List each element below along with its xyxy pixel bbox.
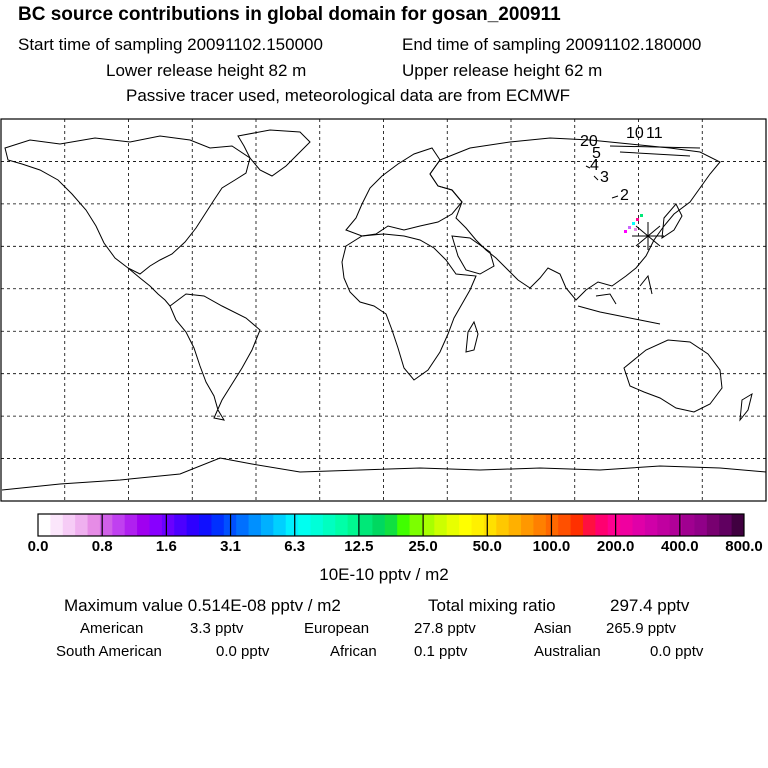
colorbar-cell (472, 514, 485, 536)
colorbar-tick-label: 100.0 (532, 538, 571, 555)
region-american-value: 3.3 pptv (190, 620, 244, 637)
colorbar-cell (310, 514, 323, 536)
colorbar-cell (63, 514, 76, 536)
colorbar-cell (397, 514, 410, 536)
colorbar-tick-label: 50.0 (472, 538, 502, 555)
trajectory-label-10: 10 (626, 125, 644, 142)
colorbar-cell (261, 514, 274, 536)
colorbar-cell (236, 514, 249, 536)
colorbar-cell (360, 514, 373, 536)
colorbar-tick-label: 3.1 (220, 538, 241, 555)
colorbar-tick-label: 6.3 (284, 538, 306, 555)
colorbar-cell (459, 514, 472, 536)
colorbar-cell (273, 514, 286, 536)
colorbar-cell (558, 514, 571, 536)
colorbar-cell (298, 514, 311, 536)
colorbar-cell (149, 514, 162, 536)
colorbar-tick-label: 400.0 (661, 538, 699, 555)
colorbar-cell (187, 514, 200, 536)
region-european-name: European (304, 620, 370, 637)
region-south-american-name: South American (56, 643, 162, 660)
colorbar-cell (694, 514, 707, 536)
colorbar-cell (620, 514, 633, 536)
colorbar-cell (571, 514, 584, 536)
colorbar-cell (38, 514, 51, 536)
map-title: BC source contributions in global domain for gosan_200911 (18, 4, 561, 25)
colorbar (0, 510, 768, 538)
region-asian-value: 265.9 pptv (606, 620, 677, 637)
colorbar-cell (372, 514, 385, 536)
colorbar-cell (583, 514, 596, 536)
start-time: Start time of sampling 20091102.150000 (18, 35, 323, 54)
colorbar-cell (422, 514, 435, 536)
colorbar-cell (199, 514, 212, 536)
total-mixing-label: Total mixing ratio (428, 596, 556, 615)
release-point-marker (632, 222, 664, 250)
colorbar-cell (174, 514, 187, 536)
trajectory-label-3: 3 (600, 169, 609, 186)
colorbar-cell (286, 514, 299, 536)
colorbar-cell (509, 514, 522, 536)
colorbar-cell (645, 514, 658, 536)
colorbar-cell (533, 514, 546, 536)
colorbar-cell (88, 514, 101, 536)
region-australian-value: 0.0 pptv (650, 643, 704, 660)
colorbar-cell (546, 514, 559, 536)
colorbar-cell (137, 514, 150, 536)
colorbar-cell (75, 514, 88, 536)
colorbar-cell (595, 514, 608, 536)
colorbar-tick-label: 800.0 (725, 538, 763, 555)
region-african-value: 0.1 pptv (414, 643, 468, 660)
trajectory-label-4: 4 (590, 157, 599, 174)
colorbar-cell (125, 514, 138, 536)
colorbar-cell (608, 514, 621, 536)
colorbar-tick-label: 0.8 (91, 538, 113, 555)
colorbar-cell (447, 514, 460, 536)
colorbar-cells (38, 514, 745, 536)
colorbar-cell (385, 514, 398, 536)
region-asian-name: Asian (534, 620, 572, 637)
colorbar-cell (410, 514, 423, 536)
colorbar-cell (335, 514, 348, 536)
region-european-value: 27.8 pptv (414, 620, 476, 637)
colorbar-cell (323, 514, 336, 536)
region-south-american-value: 0.0 pptv (216, 643, 270, 660)
end-time: End time of sampling 20091102.180000 (402, 35, 702, 54)
colorbar-cell (657, 514, 670, 536)
colorbar-cell (211, 514, 224, 536)
lower-release-height: Lower release height 82 m (106, 61, 307, 80)
colorbar-cell (484, 514, 497, 536)
colorbar-tick-label: 1.6 (155, 538, 177, 555)
trajectory-label-20: 20 (580, 133, 598, 150)
max-value: Maximum value 0.514E-08 pptv / m2 (64, 596, 341, 615)
colorbar-cell (707, 514, 720, 536)
trajectory-label-5: 5 (592, 145, 601, 162)
colorbar-cell (682, 514, 695, 536)
model-note: Passive tracer used, meteorological data are from ECMWF (126, 86, 571, 105)
trajectory-label-11: 11 (646, 125, 663, 142)
trajectory-label-2: 2 (620, 187, 629, 204)
colorbar-cell (633, 514, 646, 536)
colorbar-cell (521, 514, 534, 536)
world-map (0, 118, 768, 504)
colorbar-cell (496, 514, 509, 536)
colorbar-cell (732, 514, 745, 536)
colorbar-tick-label: 200.0 (596, 538, 635, 555)
colorbar-cell (434, 514, 447, 536)
colorbar-cell (162, 514, 175, 536)
colorbar-cell (50, 514, 63, 536)
colorbar-tick-label: 0.0 (27, 538, 49, 555)
colorbar-tick-label: 25.0 (408, 538, 438, 555)
region-american-name: American (80, 620, 144, 637)
colorbar-cell (112, 514, 125, 536)
total-mixing-value: 297.4 pptv (610, 596, 690, 615)
colorbar-cell (249, 514, 262, 536)
region-australian-name: Australian (534, 643, 601, 660)
colorbar-cell (719, 514, 732, 536)
colorbar-unit: 10E-10 pptv / m2 (319, 565, 449, 584)
upper-release-height: Upper release height 62 m (402, 61, 603, 80)
region-african-name: African (330, 643, 377, 660)
colorbar-tick-label: 12.5 (344, 538, 374, 555)
colorbar-cell (670, 514, 683, 536)
